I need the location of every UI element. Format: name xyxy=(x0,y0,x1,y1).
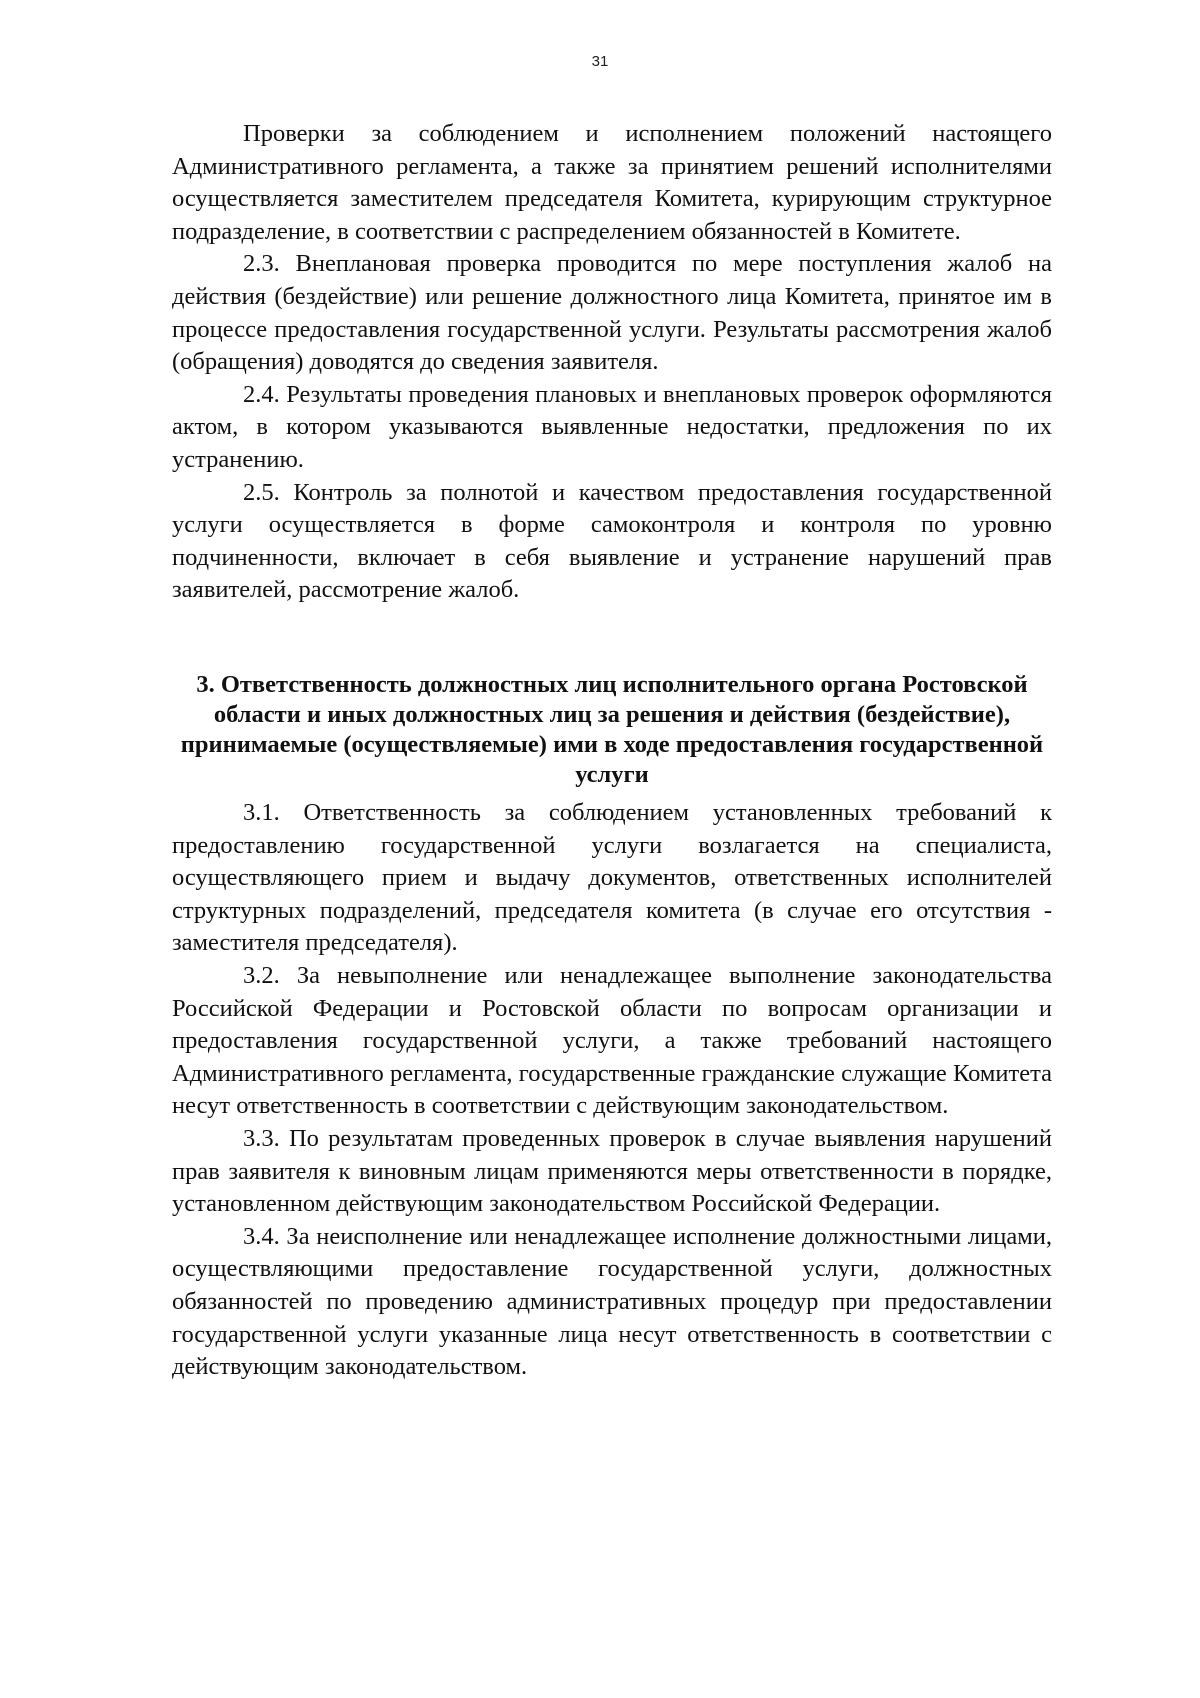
paragraph-2-3: 2.3. Внеплановая проверка проводится по мере поступления жалоб на действия (бездействие) или решение должностного лица Комитета, принятое им в процессе предоставления государственной услуги. Результаты рассмотрения жалоб (обращения) доводятся до сведения заявителя. xyxy=(172,250,1052,376)
page-number: 31 xyxy=(591,53,609,70)
paragraph-2-4: 2.4. Результаты проведения плановых и внеплановых проверок оформляются актом, в котором указываются выявленные недостатки, предложения по их устранению. xyxy=(172,380,1052,473)
paragraph-3-4: 3.4. За неисполнение или ненадлежащее исполнение должностными лицами, осуществляющими предоставление государственной услуги, должностных обязанностей по проведению административных процедур при предоставлении государственной услуги указанные лица несут ответственность в соответствии с действующим законодательством. xyxy=(172,1222,1052,1381)
section-2-continuation xyxy=(172,118,1052,607)
paragraph-3-1: 3.1. Ответственность за соблюдением установленных требований к предоставлению государственной услуги возлагается на специалиста, осуществляющего прием и выдачу документов, ответственных исполнителей структурных подразделений, председателя комитета (в случае его отсутствия - заместителя председателя). xyxy=(172,799,1052,957)
paragraph-3-3: 3.3. По результатам проведенных проверок в случае выявления нарушений прав заявителя к виновным лицам применяются меры ответственности в порядке, установленном действующим законодательством Российской Федерации. xyxy=(172,1124,1052,1218)
section-3-body xyxy=(172,797,1052,1384)
paragraph-2-5: 2.5. Контроль за полнотой и качеством предоставления государственной услуги осуществляется в форме самоконтроля и контроля по уровню подчиненности, включает в себя выявление и устранение нарушений прав заявителей, рассмотрение жалоб. xyxy=(172,478,1052,604)
paragraph-inspections-responsibility: Проверки за соблюдением и исполнением положений настоящего Административного регламента, а также за принятием решений исполнителями осуществляется заместителем председателя Комитета, курирующим структурное подразделение, в соответствии с распределением обязанностей в Комитете. xyxy=(172,120,1052,245)
section-3-heading: 3. Ответственность должностных лиц исполнительного органа Ростовской области и иных должностных лиц за решения и действия (бездействие), принимаемые (осуществляемые) ими в ходе предоставления государственной услуги xyxy=(180,671,1044,788)
paragraph-3-2: 3.2. За невыполнение или ненадлежащее выполнение законодательства Российской Федерации и Ростовской области по вопросам организации и предоставления государственной услуги, а также требований настоящего Административного регламента, государственные гражданские служащие Комитета несут ответственность в соответствии с действующим законодательством. xyxy=(172,961,1052,1120)
